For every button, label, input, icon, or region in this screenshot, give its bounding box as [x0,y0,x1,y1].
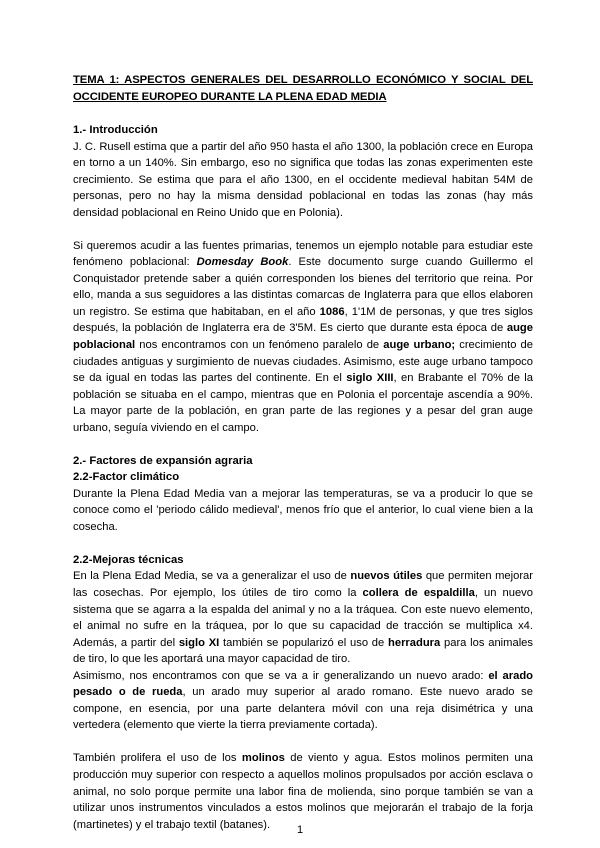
text-run: para los animales de tiro, lo que les aportará una mayor capacidad de tiro. [73,636,533,666]
text-run: , 1'1M de personas, y que tres siglos después, la población de Inglaterra era de 3'5M. Es cierto que durante esta época de [73,305,533,335]
text-run: Asimismo, nos encontramos con que se va a ir generalizando un nuevo arado: [73,669,489,682]
text-run: En la Plena Edad Media, se va a generalizar el uso de [73,570,351,583]
text-run: , un arado muy superior al arado romano. Este nuevo arado se compone, en esencia, por una parte delantera móvil con una reja disimétrica y una vertedera (elemento que vierte la tierra previamente cortada). [73,686,533,732]
nuevos-utiles-emphasis: nuevos útiles [350,570,423,583]
paragraph-mejoras-1 [73,568,533,667]
collera-emphasis: collera de espaldilla [362,586,475,599]
subsection-heading-climatico: 2.2-Factor climático [73,471,180,484]
text-run: Si queremos acudir a las fuentes primarias, tenemos un ejemplo notable para estudiar este fenómeno poblacional: [73,239,533,269]
paragraph-mejoras-2 [73,668,533,734]
year-1086-emphasis: 1086 [319,305,345,318]
herradura-emphasis: herradura [388,636,441,649]
text-run: que permiten mejorar las cosechas. Por ejemplo, los útiles de tiro como la [73,570,533,599]
paragraph-intro-1: J. C. Rusell estima que a partir del año 950 hasta el año 1300, la población crece en Europa en torno a un 140%. Sin embargo, eso no significa que todas las zonas experimenten este crecimiento. Se estima que para el año 1300, en el occidente medieval habitan 54M de personas, pero no hay la misma densidad poblacional en todas las zonas (hay más densidad poblacional en Reino Unido que en Polonia). [73,140,533,219]
paragraph-climatico: Durante la Plena Edad Media van a mejorar las temperaturas, se va a producir lo que se conoce como el 'periodo cálido medieval', menos frío que el anterior, lo cual viene bien a la cosecha. [73,487,533,533]
section-heading-factores: 2.- Factores de expansión agraria [73,454,253,467]
paragraph-mejoras-3 [73,750,533,833]
siglo-xiii-emphasis: siglo XIII [346,372,394,385]
auge-poblacional-emphasis: auge poblacional [73,322,533,352]
subsection-heading-mejoras: 2.2-Mejoras técnicas [73,553,184,566]
text-run: , en Brabante el 70% de la población se situaba en el campo, mientras que en Polonia el porcentaje ascendía a 90%. La mayor parte de la población, en gran parte de las regiones y a pesar del gran auge urbano, seguía viviendo en el campo. [73,372,533,434]
domesday-book-emphasis: Domesday Book [196,256,289,269]
section-heading-introduccion: 1.- Introducción [73,124,158,136]
text-run: también se popularizó el uso de [219,636,389,649]
molinos-emphasis: molinos [241,752,285,765]
text-run: , un nuevo sistema que se agarra a la espalda del animal y no a la tráquea. Con este nuevo elemento, el animal no sufre en la tráquea, por lo que su capacidad de tracción se multiplica x4. Además, a partir del [73,586,533,649]
text-run: . Este documento surge cuando Guillermo el Conquistador pretende saber a quién corresponden los bienes del territorio que reina. Por ello, manda a sus seguidores a las distintas comarcas de Inglaterra para que ellos elaboren un registro. Se estima que habitaban, en el año [73,256,533,318]
page-number: 1 [296,824,304,836]
text-run: nos encontramos con un fenómeno paralelo de [135,339,384,352]
text-run: También prolifera el uso de los [73,752,242,765]
document-page [73,72,533,833]
arado-pesado-emphasis: el arado pesado o de rueda [73,669,533,699]
text-run: crecimiento de ciudades antiguas y surgimiento de nuevas ciudades. Asimismo, este auge urbano tampoco se da igual en todas las partes del continente. En el [73,339,533,385]
paragraph-intro-2 [73,238,533,437]
text-run: de viento y agua. Estos molinos permiten una producción muy superior con respecto a aquellos molinos propulsados por acción esclava o animal, no solo porque permite una labor fina de molienda, sino porque también se van a utilizar unos instrumentos vinculados a estos molinos que mejorarán el trabajo de la forja (martinetes) y el trabajo textil (batanes). [73,752,534,831]
document-title: TEMA 1: ASPECTOS GENERALES DEL DESARROLLO ECONÓMICO Y SOCIAL DEL OCCIDENTE EUROPEO DURANTE LA PLENA EDAD MEDIA [73,74,533,103]
siglo-xi-emphasis: siglo XI [178,636,220,649]
auge-urbano-emphasis: auge urbano; [383,339,456,352]
